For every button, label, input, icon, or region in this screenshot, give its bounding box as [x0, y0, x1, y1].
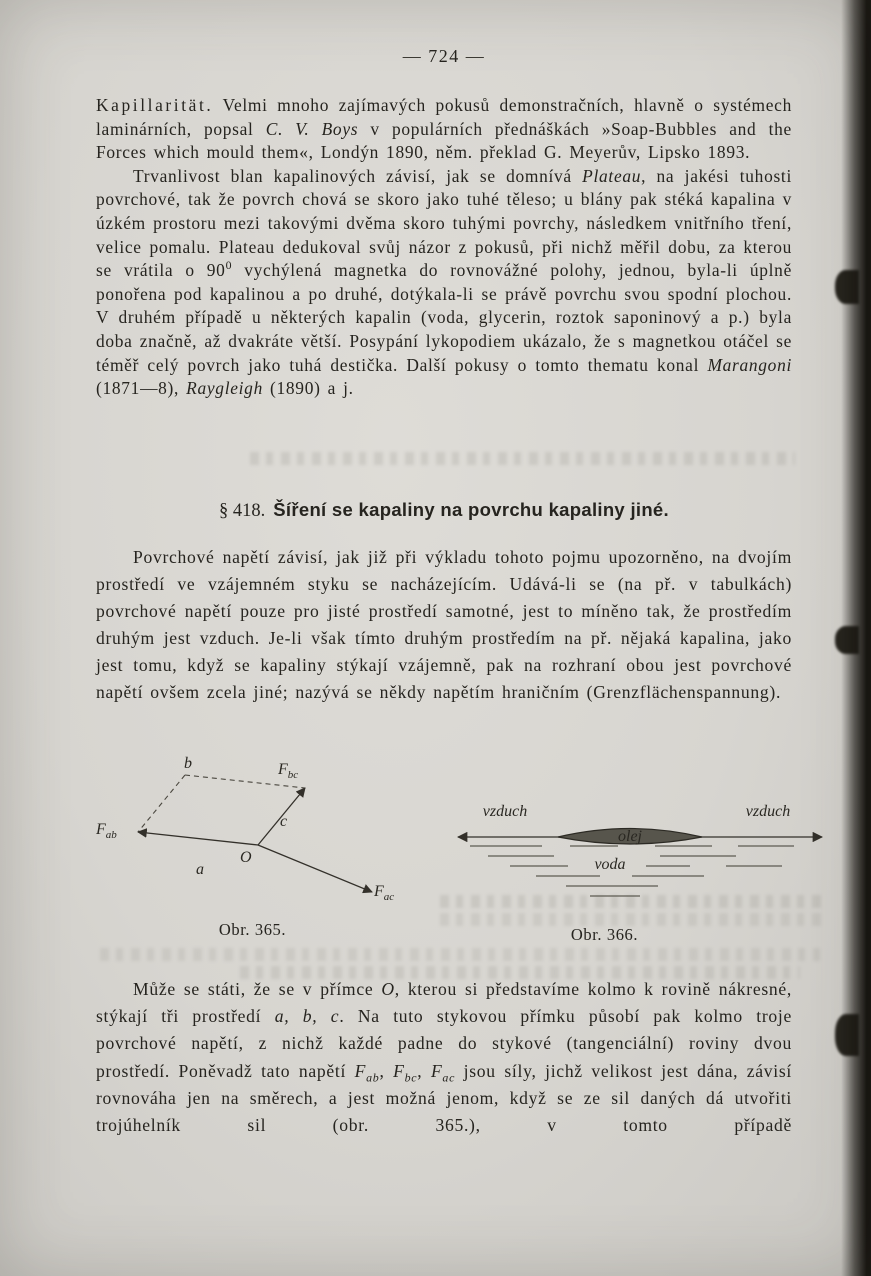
edge-smudge — [835, 626, 859, 654]
label-voda: voda — [594, 856, 626, 873]
caption-obr-365: Obr. 365. — [218, 920, 287, 939]
label-fac: $F_{ac}$ — [374, 883, 395, 903]
force-arrow-fab — [138, 832, 258, 845]
label-c: c — [280, 813, 288, 830]
paragraph-kapillaritaet: Kapillarität. Velmi mnoho zajímavých pokusů demonstračních, hlavně o systémech laminárních, popsal C. V. Boys v populárních přednáškách »Soap-Bubbles and the Forces which mould them«, Londýn 1890, něm. překlad G. Meyerův, Lipsko 1893. — [96, 95, 792, 163]
paragraph-muze-se-stati: Může se státi, že se v přímce O, kterou si představíme kolmo k rovině nákresné, stýkají tři prostředí a, b, c. Na tuto stykovou přímku působí pak kolmo troje povrchové napětí, z nichž každé padne do stykové (tangenciální) roviny dvou prostředí. Poněvadž tato napětí $F_{ab}$, $F_{bc}$, $F_{ac}$ jsou síly, jichž velikost jest dána, závisí rovnováha jen na směrech, a jest možná jenom, když se ze sil daných dá utvořiti trojúhelník sil (obr. 365.), v tomto případě — [96, 979, 793, 1136]
label-fab: $F_{ab}$ — [96, 821, 117, 841]
edge-smudge — [835, 270, 859, 304]
text-block-top — [96, 94, 792, 401]
text-block-middle — [96, 544, 792, 706]
label-olej: olej — [618, 828, 642, 845]
force-arrow-fac — [258, 845, 372, 892]
label-vzduch-left: vzduch — [482, 803, 528, 820]
paragraph-povrchove-napeti: Povrchové napětí závisí, jak již při výkladu tohoto pojmu upozorněno, na dvojím prostředí ve vzájemném styku se nacházejícím. Udává-li se (na př. v tabulkách) povrchové napětí pouze pro jisté prostředí samotné, jest to míněno tak, že prostředím druhým jest vzduch. Je-li však tímto druhým prostředím na př. nějaká kapalina, jako jest tomu, když se kapaliny stýkají vzájemně, pak na rozhraní obou jest povrchové napětí ovšem zcela jiné; nazývá se někdy napětím hraničním (Grenzflächenspannung). — [96, 547, 792, 702]
label-O: O — [240, 849, 252, 866]
label-b: b — [184, 755, 192, 772]
text-block-bottom — [96, 976, 792, 1139]
section-number: § 418. — [219, 501, 266, 521]
page-number: — 724 — — [402, 46, 486, 66]
bleedthrough-artifact — [100, 948, 820, 961]
label-fbc: $F_{bc}$ — [278, 761, 299, 781]
label-a: a — [196, 861, 204, 878]
section-heading — [96, 499, 792, 522]
paragraph-trvanlivost: Trvanlivost blan kapalinových závisí, jak se domnívá Plateau, na jakési tuhosti povrchové, tak že povrch chová se skoro jako tuhé těleso; u blány pak stéká kapalina v úzkém prostoru mezi takovými dvěma skoro tuhými povrchy, následkem vnitřního tření, velice pomalu. Plateau dedukoval svůj názor z pokusů, při nichž měřil dobu, za kterou se vrátila o $90^0$ vychýlená magnetka do rovnovážné polohy, jednou, byla-li úplně ponořena pod kapalinou a po druhé, dotýkala-li se právě povrchu svou spodní plochou. V druhém případě u některých kapalin (voda, glycerin, roztok saponinový a p.) byla doba značně, až dvakráte větší. Posypání lykopodiem ukázalo, že s magnetkou otáčel se téměř celý povrch jako tuhá destička. Další pokusy o tomto thematu konal Marangoni (1871—8), Raygleigh (1890) a j. — [96, 165, 792, 399]
figure-365-force-diagram — [80, 750, 425, 940]
section-title: Šíření se kapaliny na povrchu kapaliny jiné. — [273, 499, 669, 520]
edge-smudge — [835, 1014, 859, 1056]
caption-obr-366: Obr. 366. — [570, 925, 639, 944]
label-vzduch-right: vzduch — [745, 803, 791, 820]
figure-366-oil-on-water — [450, 788, 830, 913]
water-hatching — [470, 846, 794, 896]
bleedthrough-artifact — [250, 452, 795, 465]
dashed-construction-line — [138, 775, 185, 832]
